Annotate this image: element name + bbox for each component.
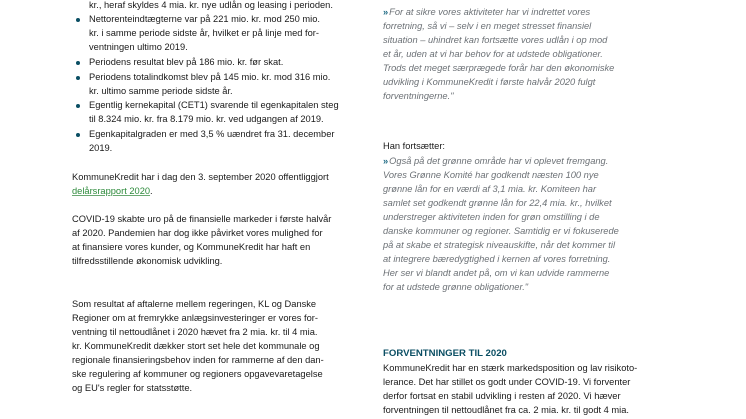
quote-line: [383, 156, 608, 167]
paragraph-line: derfor fortsat en stabil udvikling i resten af 2020. Vi hæver: [383, 391, 621, 401]
quote-line: et år, uden at vi har behov for at udstede obligationer.: [383, 49, 603, 59]
continuation-label: Han fortsætter:: [383, 141, 446, 151]
quote-line: Trods det meget særprægede forår har den økonomiske: [383, 63, 615, 73]
paragraph-line: af 2020. Pandemien har dog ikke påvirket vores mulighed for: [72, 228, 323, 238]
paragraph-line: KommuneKredit har i dag den 3. september 2020 offentliggjort: [72, 172, 329, 182]
paragraph-line: at finansiere vores kunder, og KommuneKredit har haft en: [72, 242, 311, 252]
bullet-item-line: Periodens resultat blev på 186 mio. kr. før skat.: [89, 57, 284, 67]
quote-marker-icon: »: [383, 7, 388, 17]
quote-line: på at skabe et strategisk niveauskifte, når det kommer til: [383, 240, 616, 250]
bullet-dot: [76, 61, 80, 65]
bullet-item-line: 2019.: [89, 143, 113, 153]
paragraph-line: [72, 186, 153, 197]
interim-report-link[interactable]: delårsrapport 2020: [72, 186, 151, 196]
paragraph-line: Som resultat af aftalerne mellem regeringen, KL og Danske: [72, 299, 317, 309]
quote-text: For at sikre vores aktiviteter har vi indrettet vores: [389, 7, 591, 17]
paragraph-line: regionale finansieringsbehov inden for rammerne af den dan-: [72, 355, 324, 365]
quote-line: [383, 7, 590, 18]
paragraph-line: ventning til nettoudlånet i 2020 hævet fra 2 mia. kr. til 4 mia.: [72, 327, 318, 337]
paragraph-line: ske regulering af kommuner og regioners opgavevaretagelse: [72, 369, 323, 379]
quote-line: Her ser vi blandt andet på, om vi kan udvide rammerne: [383, 268, 610, 278]
quote-line: grønne lån for en værdi af 3,1 mia. kr. Komiteen har: [383, 184, 597, 194]
quote-line: understreger aktiviteten inden for grøn omstilling i de: [383, 212, 600, 222]
bullet-item-line: ventningen ultimo 2019.: [89, 42, 188, 52]
quote-line: situation – uhindret kan fortsætte vores udlån i op mod: [383, 35, 608, 45]
paragraph-line: forventningen til nettoudlånet fra ca. 2 mia. kr. til godt 4 mia.: [383, 405, 629, 415]
bullet-dot: [76, 18, 80, 22]
bullet-item-line: Egentlig kernekapital (CET1) svarende til egenkapitalen steg: [89, 100, 339, 110]
quote-line: udvikling i KommuneKredit i første halvår 2020 fulgt: [383, 77, 596, 87]
bullet-item-line: kr. i samme periode sidste år, hvilket er på linje med for-: [89, 28, 319, 38]
bullet-dot: [76, 133, 80, 137]
paragraph-line: kr. KommuneKredit dækker stort set hele det kommunale og: [72, 341, 320, 351]
bullet-item-line: til 8.324 mio. kr. fra 8.179 mio. kr. ved udgangen af 2019.: [89, 114, 324, 124]
quote-text: Også på det grønne område har vi oplevet fremgang.: [389, 156, 609, 166]
paragraph-line: og EU's regler for statsstøtte.: [72, 383, 193, 393]
bullet-item-line: Nettorenteindtægterne var på 221 mio. kr. mod 250 mio.: [89, 14, 320, 24]
paragraph-line: lerance. Det har stillet os godt under COVID-19. Vi forventer: [383, 377, 631, 387]
bullet-continuation-line: kr., heraf skyldes 4 mia. kr. nye udlån og leasing i perioden.: [89, 0, 333, 10]
bullet-dot: [76, 104, 80, 108]
paragraph-line: COVID-19 skabte uro på de finansielle markeder i første halvår: [72, 214, 332, 224]
quote-line: Vores Grønne Komité har godkendt næsten 100 nye: [383, 170, 599, 180]
quote-line: at integrere bæredygtighed i kernen af vores forretning.: [383, 254, 611, 264]
quote-marker-icon: »: [383, 156, 388, 166]
quote-line: danske kommuner og regioner. Samtidig er vi fokuserede: [383, 226, 619, 236]
quote-line: samlet set godkendt grønne lån for 22,4 mia. kr., hvilket: [383, 198, 612, 208]
quote-line: for at udstede grønne obligationer.": [383, 282, 529, 292]
section-heading: FORVENTNINGER TIL 2020: [383, 348, 507, 359]
paragraph-line: Regioner om at fremrykke anlægsinvesteringer er vores for-: [72, 313, 318, 323]
quote-line: forretning, så vi – selv i en meget stresset finansiel: [383, 21, 592, 31]
paragraph-line: tilfredsstillende økonomisk udvikling.: [72, 256, 223, 266]
quote-line: forventningerne.": [383, 91, 454, 101]
paragraph-suffix: .: [150, 186, 153, 196]
paragraph-line: KommuneKredit har en stærk markedsposition og lav risikoto-: [383, 363, 638, 373]
bullet-item-line: Egenkapitalgraden er med 3,5 % uændret fra 31. december: [89, 129, 335, 139]
bullet-item-line: Periodens totalindkomst blev på 145 mio. kr. mod 316 mio.: [89, 72, 331, 82]
bullet-item-line: kr. ultimo samme periode sidste år.: [89, 86, 233, 96]
bullet-dot: [76, 76, 80, 80]
